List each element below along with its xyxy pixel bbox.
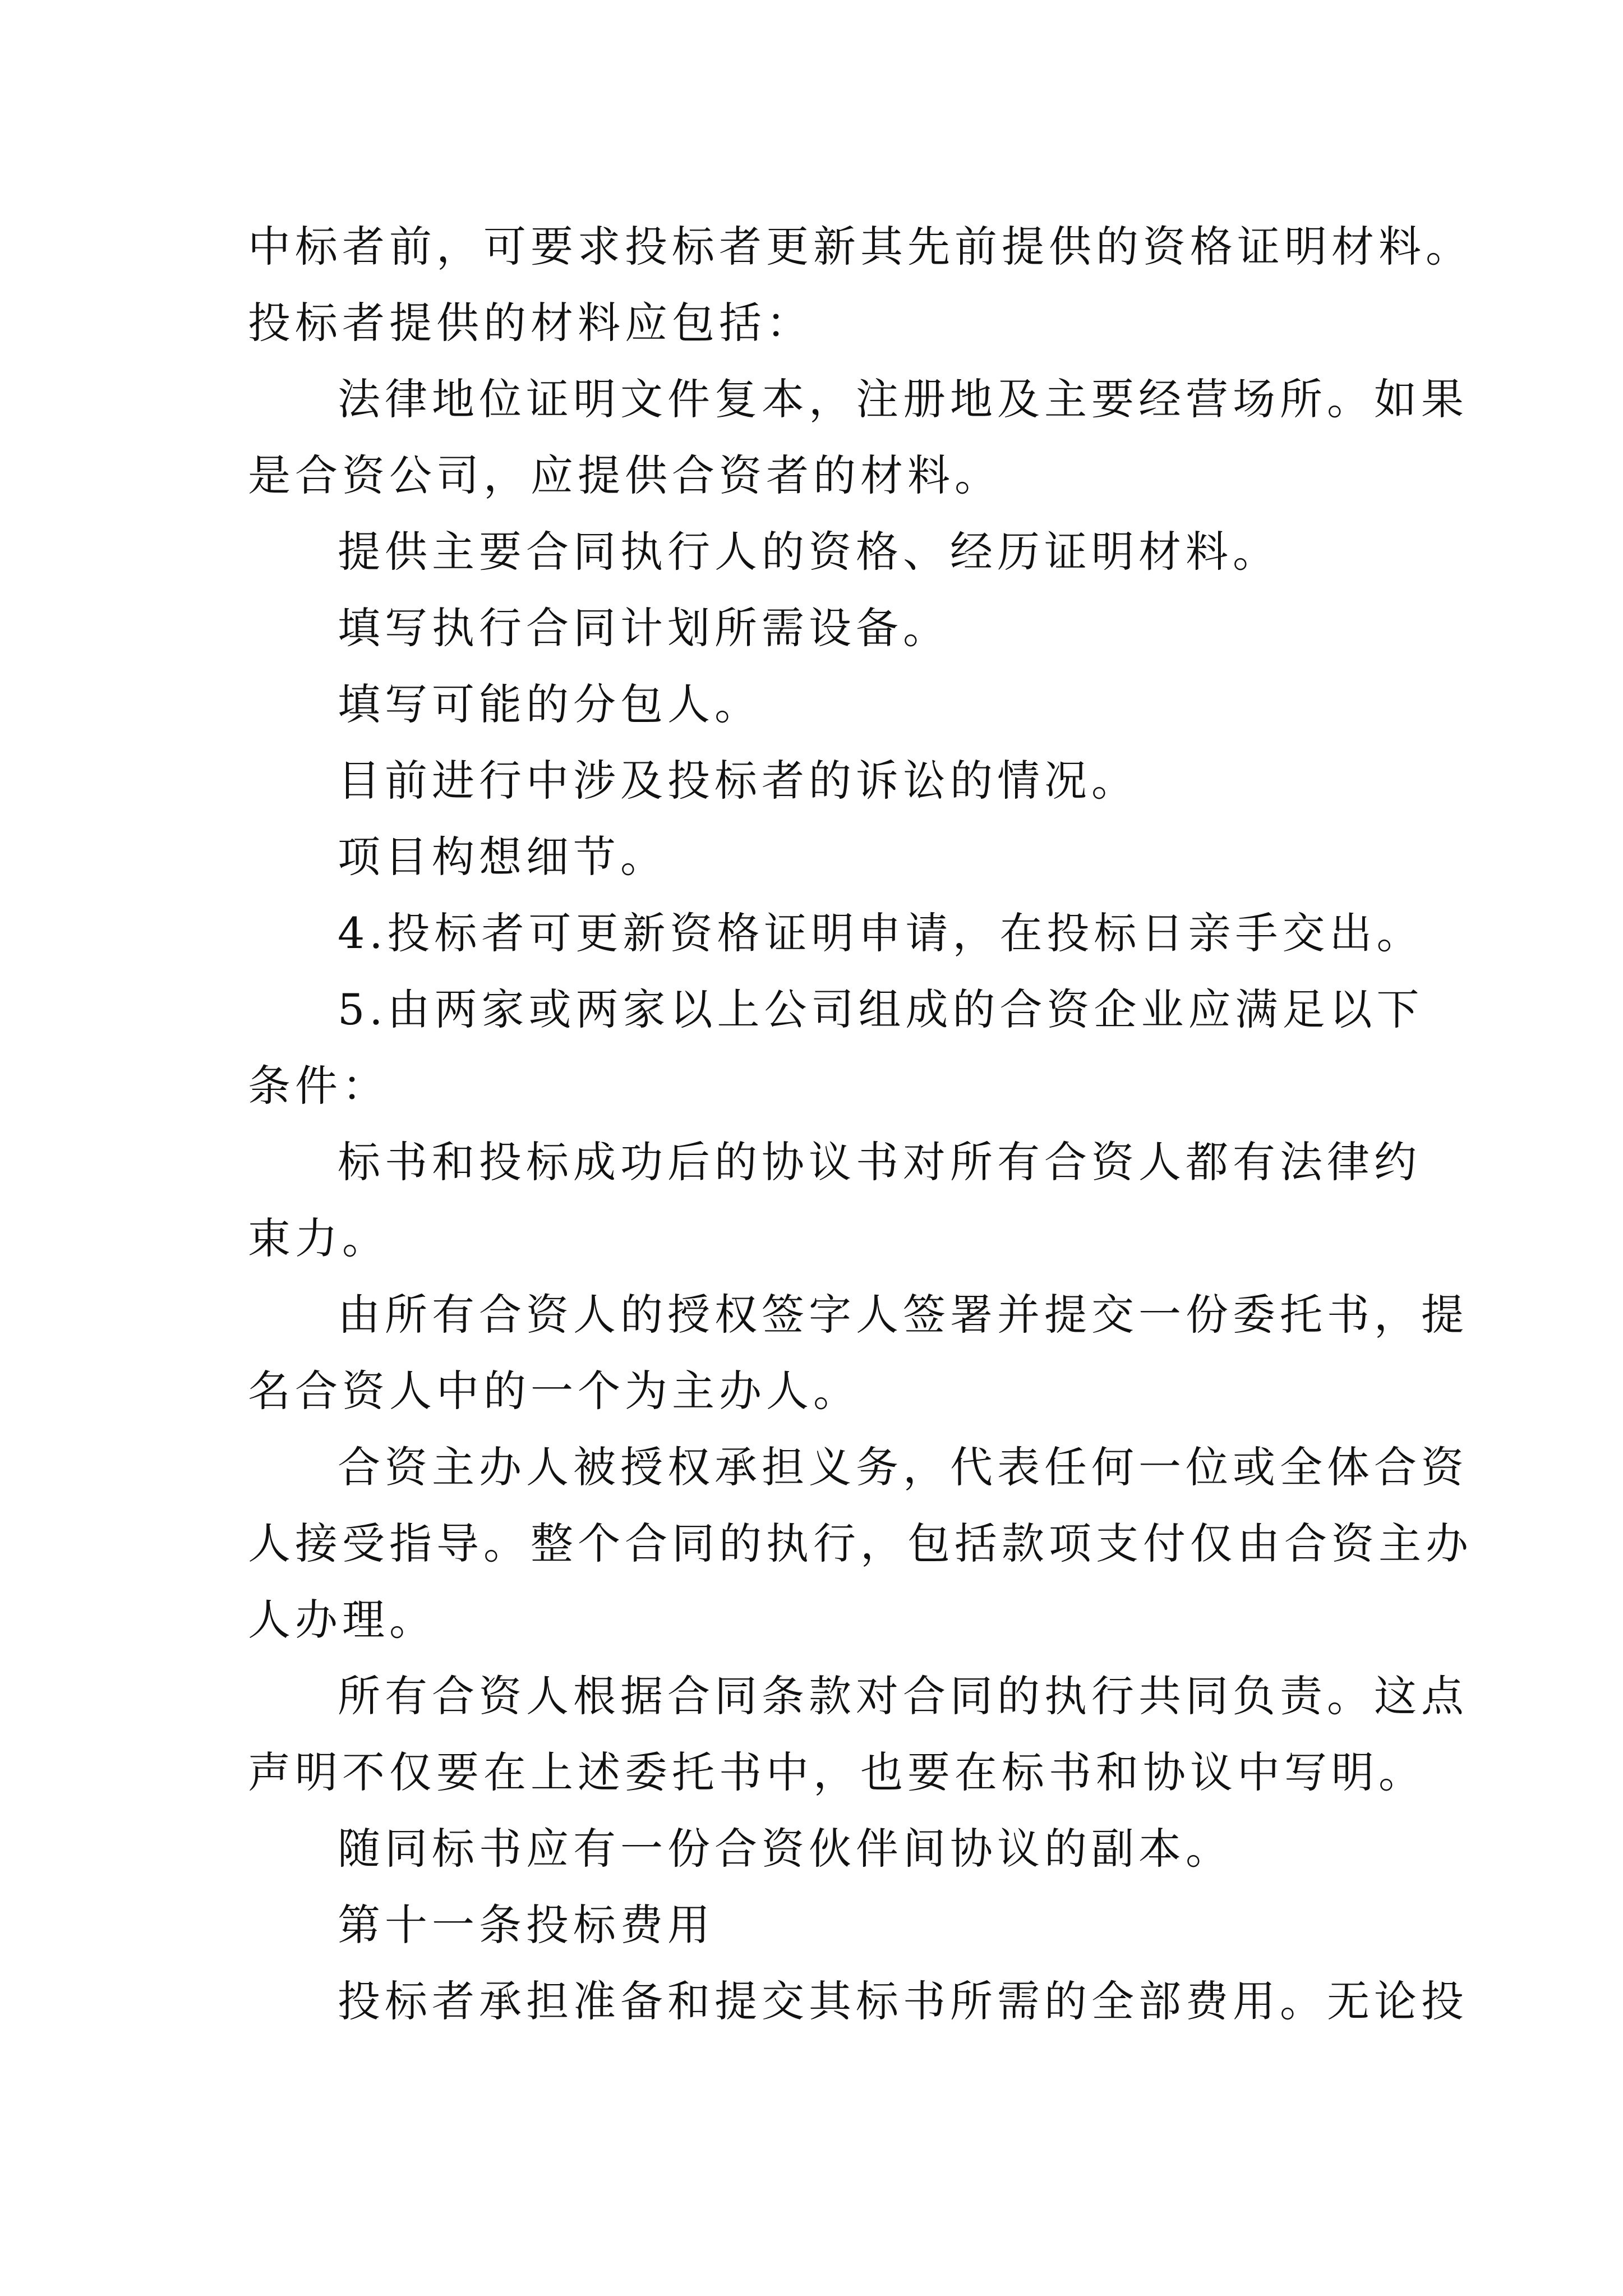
text-line: 声明不仅要在上述委托书中，也要在标书和协议中写明。: [248, 1747, 1426, 1797]
text-line: 项目构想细节。: [338, 832, 667, 882]
text-line: 提供主要合同执行人的资格、经历证明材料。: [338, 527, 1280, 577]
text-line: 填写可能的分包人。: [338, 679, 762, 729]
text-line: 束力。: [248, 1213, 389, 1263]
text-line: 投标者承担准备和提交其标书所需的全部费用。无论投: [338, 1976, 1468, 2026]
text-line: 人接受指导。整个合同的执行，包括款项支付仅由合资主办: [248, 1519, 1473, 1568]
text-line: 目前进行中涉及投标者的诉讼的情况。: [338, 756, 1138, 806]
text-line: 法律地位证明文件复本，注册地及主要经营场所。如果: [338, 374, 1468, 424]
text-line: 4.投标者可更新资格证明申请，在投标日亲手交出。: [338, 908, 1424, 958]
text-line: 由所有合资人的授权签字人签署并提交一份委托书，提: [338, 1290, 1468, 1340]
section-heading: 第十一条投标费用: [338, 1900, 714, 1950]
text-line: 名合资人中的一个为主办人。: [248, 1366, 860, 1416]
text-line: 随同标书应有一份合资伙伴间协议的副本。: [338, 1824, 1233, 1874]
text-line: 投标者提供的材料应包括：: [248, 298, 813, 348]
text-line: 中标者前，可要求投标者更新其先前提供的资格证明材料。: [248, 222, 1473, 272]
text-line: 合资主办人被授权承担义务，代表任何一位或全体合资: [338, 1442, 1468, 1492]
text-line: 人办理。: [248, 1595, 436, 1645]
text-line: 条件：: [248, 1061, 389, 1111]
text-line: 所有合资人根据合同条款对合同的执行共同负责。这点: [338, 1671, 1468, 1721]
text-line: 是合资公司，应提供合资者的材料。: [248, 450, 1002, 500]
document-body: [248, 209, 1473, 2040]
text-line: 5.由两家或两家以上公司组成的合资企业应满足以下: [338, 984, 1424, 1034]
text-line: 标书和投标成功后的协议书对所有合资人都有法律约: [338, 1137, 1421, 1187]
text-line: 填写执行合同计划所需设备。: [338, 603, 950, 653]
